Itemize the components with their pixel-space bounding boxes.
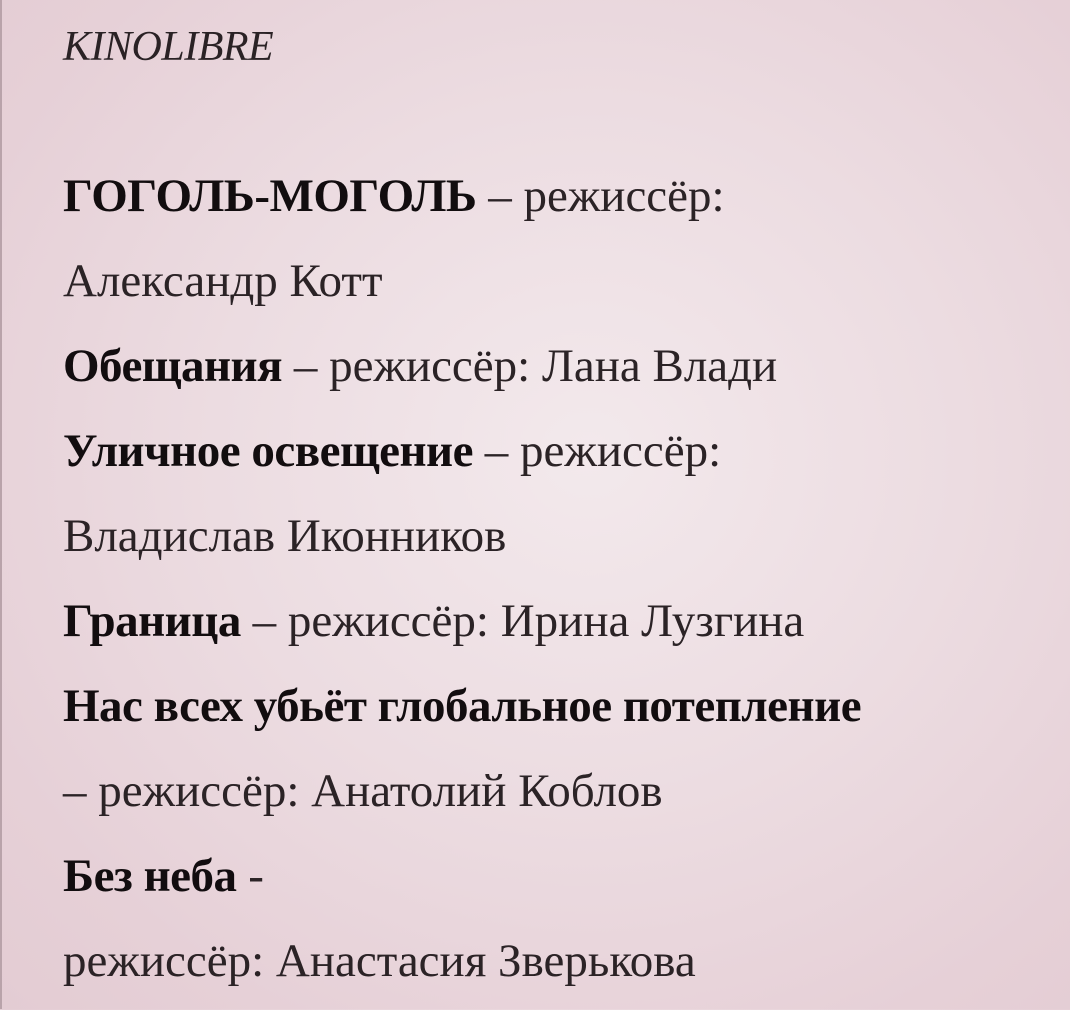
list-item xyxy=(63,415,1053,500)
director-name: Владислав Иконников xyxy=(63,510,507,562)
list-item xyxy=(63,330,1053,415)
film-list xyxy=(63,160,1053,1010)
separator-dash: – xyxy=(252,595,277,647)
list-item xyxy=(63,670,1053,755)
film-title: Без неба xyxy=(63,850,237,902)
list-item xyxy=(63,585,1053,670)
role-label: режиссёр: xyxy=(329,340,531,392)
film-title: Обещания xyxy=(63,340,283,392)
role-label: режиссёр: xyxy=(520,425,722,477)
film-title: Нас всех убьёт глобальное потепление xyxy=(63,680,862,732)
separator-dash: – xyxy=(488,170,512,222)
separator-dash: – xyxy=(293,340,318,392)
director-name: Лана Влади xyxy=(541,340,778,392)
director-name: Ирина Лузгина xyxy=(500,595,805,647)
list-item xyxy=(63,925,1053,1010)
film-title: Граница xyxy=(63,595,241,647)
director-name: Анастасия Зверькова xyxy=(275,935,696,987)
left-border-line xyxy=(0,0,2,1009)
list-item xyxy=(63,500,1053,585)
separator-dash: - xyxy=(248,850,264,902)
list-item xyxy=(63,245,1053,330)
role-label: режиссёр: xyxy=(63,935,265,987)
list-item xyxy=(63,755,1053,840)
list-item xyxy=(63,160,1053,245)
director-name: Анатолий Коблов xyxy=(311,765,663,817)
director-name: Александр Котт xyxy=(63,255,383,307)
role-label: режиссёр: xyxy=(287,595,489,647)
separator-dash: – xyxy=(63,765,87,817)
role-label: режиссёр: xyxy=(98,765,300,817)
brand-title: KINOLIBRE xyxy=(63,24,274,70)
film-title: ГОГОЛЬ-МОГОЛЬ xyxy=(63,170,477,222)
separator-dash: – xyxy=(484,425,509,477)
list-item xyxy=(63,840,1053,925)
role-label: режиссёр: xyxy=(523,170,725,222)
film-title: Уличное освещение xyxy=(63,425,474,477)
